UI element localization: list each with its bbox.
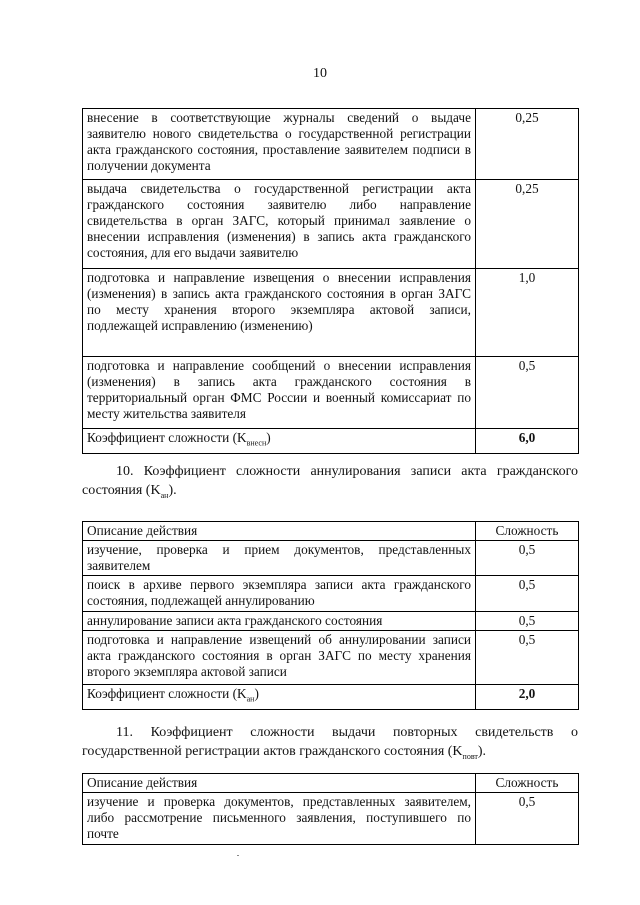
table-row xyxy=(83,180,579,269)
total-value: 6,0 xyxy=(476,429,579,454)
table-row xyxy=(83,269,579,357)
row-description: подготовка и направление извещений об аннулировании записи акта гражданского состояния в орган ЗАГС по месту хранения второго экземпляра актовой записи xyxy=(83,631,476,685)
table-vnesenie-continuation xyxy=(82,108,579,454)
row-description: выдача свидетельства о государственной регистрации акта гражданского состояния заявителю либо направление свидетельства в орган ЗАГС, который принимал заявление о внесении исправления (изменения) в запись акта гражданского состояния, для его выдачи заявителю xyxy=(83,180,476,269)
header-complexity: Сложность xyxy=(476,774,579,793)
header-description: Описание действия xyxy=(83,774,476,793)
row-description: изучение и проверка документов, представленных заявителем, либо рассмотрение письменного заявления, поступившего по почте xyxy=(83,793,476,845)
table-row xyxy=(83,109,579,180)
row-description: аннулирование записи акта гражданского состояния xyxy=(83,612,476,631)
page-number: 10 xyxy=(313,66,327,81)
row-value: 0,5 xyxy=(476,541,579,576)
table-row xyxy=(83,541,579,576)
row-value: 0,5 xyxy=(476,631,579,685)
row-value: 0,5 xyxy=(476,357,579,429)
table-row xyxy=(83,357,579,429)
total-row xyxy=(83,429,579,454)
section-11-heading: 11. Коэффициент сложности выдачи повторных свидетельств о государственной регистрации актов гражданского состояния $(K_{повт})$. xyxy=(82,725,578,761)
row-value: 0,5 xyxy=(476,576,579,612)
header-description: Описание действия xyxy=(83,522,476,541)
table-header xyxy=(83,774,579,793)
section-10-heading: 10. Коэффициент сложности аннулирования записи акта гражданского состояния $(K_{ан})$. xyxy=(82,464,578,500)
row-description: подготовка и направление извещения о внесении исправления (изменения) в запись акта гражданского состояния в орган ЗАГС по месту хранения второго экземпляра актовой записи, подлежащей исправлению (изменению) xyxy=(83,269,476,357)
table-row xyxy=(83,793,579,845)
row-description: изучение, проверка и прием документов, представленных заявителем xyxy=(83,541,476,576)
total-label: Коэффициент сложности $(K_{внесн})$ xyxy=(83,429,476,454)
header-complexity: Сложность xyxy=(476,522,579,541)
total-row xyxy=(83,685,579,710)
table-row xyxy=(83,612,579,631)
row-value: 0,5 xyxy=(476,612,579,631)
table-row xyxy=(83,631,579,685)
table-row xyxy=(83,576,579,612)
scan-speck xyxy=(237,855,239,856)
row-description: внесение в соответствующие журналы сведений о выдаче заявителю нового свидетельства о государственной регистрации акта гражданского состояния, проставление заявителем подписи в получении документа xyxy=(83,109,476,180)
table-header xyxy=(83,522,579,541)
row-description: поиск в архиве первого экземпляра записи акта гражданского состояния, подлежащей аннулированию xyxy=(83,576,476,612)
table-povtornye xyxy=(82,773,579,845)
row-value: 0,5 xyxy=(476,793,579,845)
row-value: 0,25 xyxy=(476,109,579,180)
row-description: подготовка и направление сообщений о внесении исправления (изменения) в запись акта гражданского состояния в территориальный орган ФМС России и военный комиссариат по месту жительства заявителя xyxy=(83,357,476,429)
row-value: 1,0 xyxy=(476,269,579,357)
total-label: Коэффициент сложности $(K_{ан})$ xyxy=(83,685,476,710)
row-value: 0,25 xyxy=(476,180,579,269)
table-annulirovanie xyxy=(82,521,579,710)
total-value: 2,0 xyxy=(476,685,579,710)
